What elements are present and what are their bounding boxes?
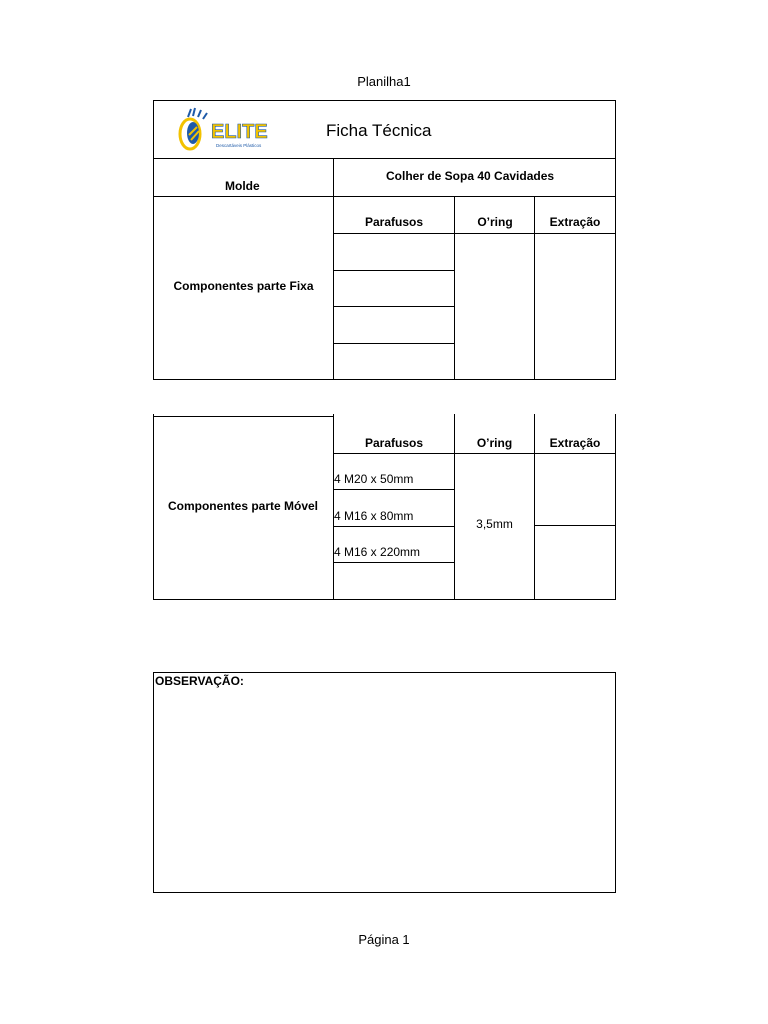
observacao-label: OBSERVAÇÃO: [155,674,244,688]
fixa-label: Componentes parte Fixa [173,279,314,293]
movel-table [153,414,616,600]
sheet-title: Ficha Técnica [326,121,432,140]
fixa-col-extracao: Extração [549,215,601,229]
molde-value: Colher de Sopa 40 Cavidades [386,169,555,183]
movel-parafuso-cell: 4 M20 x 50mm [334,472,414,486]
page-footer: Página 1 [358,932,410,947]
movel-parafuso-cell: 4 M16 x 80mm [334,509,414,523]
logo-brand-text: ELITE [211,121,268,143]
movel-oring-cell: 3,5mm [476,517,513,531]
movel-col-extracao: Extração [549,436,601,450]
fixa-col-oring: O’ring [477,215,513,229]
logo-tagline-text: Descartáveis Plásticos [216,143,262,148]
movel-parafuso-cell: 4 M16 x 220mm [334,545,421,559]
movel-label: Componentes parte Móvel [167,499,319,513]
movel-col-parafusos: Parafusos [364,436,424,450]
molde-label: Molde [225,179,260,193]
movel-col-oring: O’ring [476,436,513,450]
fixa-col-parafusos: Parafusos [364,215,424,229]
observacao-box [153,672,616,893]
ficha-table [153,100,616,380]
page-header: Planilha1 [357,74,411,89]
elite-logo [178,107,268,153]
